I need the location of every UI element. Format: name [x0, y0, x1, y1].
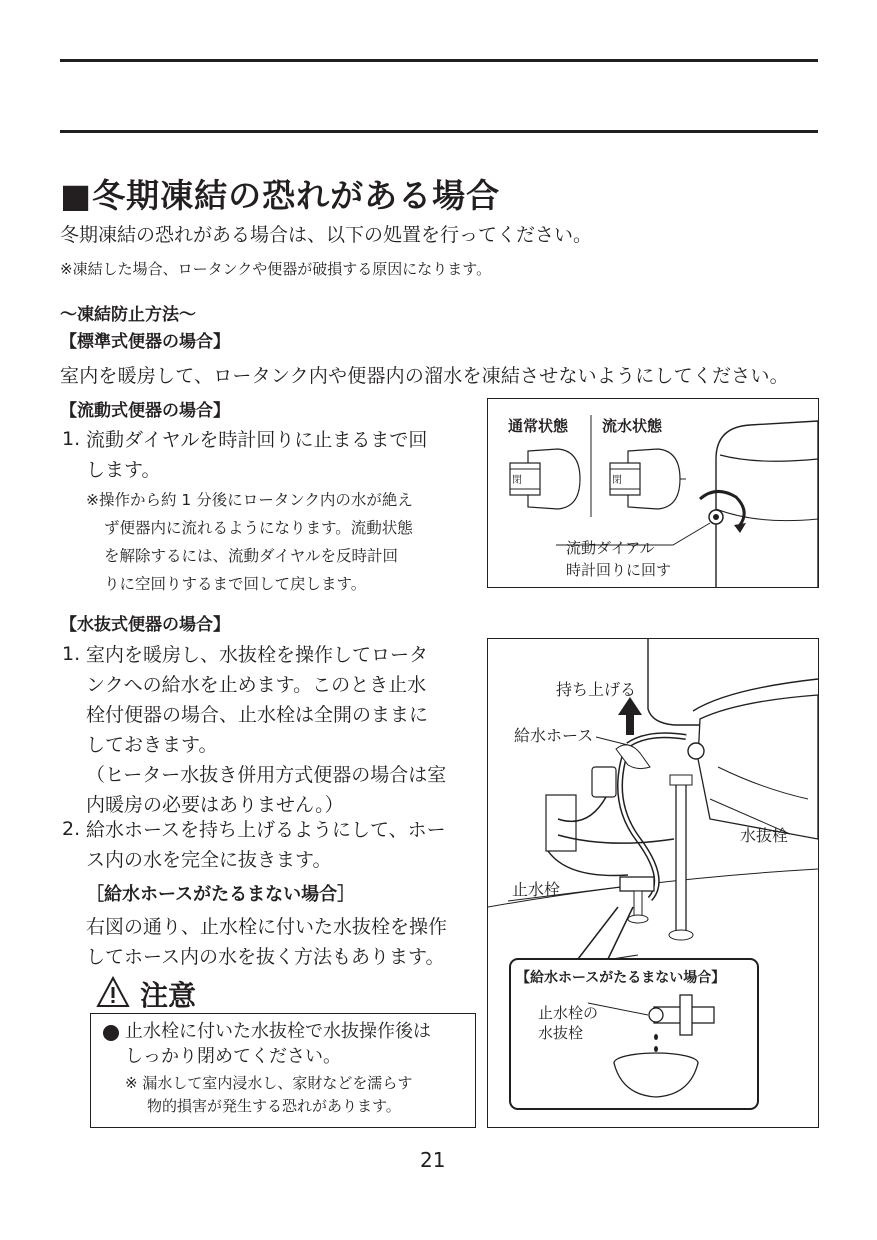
text-line: ※操作から約 1 分後にロータンク内の水が絶え	[86, 491, 413, 509]
text-line: 水抜栓	[538, 1024, 584, 1042]
text-line: 右図の通り、止水栓に付いた水抜栓を操作	[86, 916, 448, 938]
page-number: 21	[420, 1148, 446, 1172]
flow-step1-number: 1.	[62, 428, 81, 450]
method-title: ～凍結防止方法～	[60, 305, 196, 325]
drain-step2-number: 2.	[62, 818, 81, 840]
flow-step1-text	[86, 425, 481, 485]
text-line: （ヒーター水抜き併用方式便器の場合は室	[86, 764, 447, 786]
text-line: しておきます。	[86, 734, 218, 756]
warning-triangle-icon	[96, 976, 130, 1008]
hose-label: 給水ホース	[514, 726, 594, 745]
text-line: ンクへの給水を止めます。このとき止水	[86, 674, 427, 696]
drain-plug-label: 水抜栓	[740, 826, 789, 845]
drain-sub-title: ［給水ホースがたるまない場合］	[86, 884, 356, 905]
text-line: 給水ホースを持ち上げるようにして、ホー	[86, 819, 446, 841]
drain-step1-number: 1.	[62, 643, 81, 665]
drain-title: 【水抜式便器の場合】	[60, 615, 230, 635]
normal-state-label: 通常状態	[508, 417, 569, 435]
stop-valve-label: 止水栓	[512, 880, 561, 899]
inset-title: 【給水ホースがたるまない場合】	[516, 967, 725, 987]
text-line: 室内を暖房し、水抜栓を操作してロータ	[86, 644, 429, 666]
closed-mark-icon: 閉	[612, 475, 622, 486]
inset-label	[538, 1003, 598, 1043]
intro-note: ※凍結した場合、ロータンクや便器が破損する原因になります。	[60, 260, 492, 278]
closed-mark-icon: 閉	[512, 475, 522, 486]
section-rule	[60, 130, 818, 133]
text-line: ※ 漏水して室内浸水し、家財などを濡らす	[125, 1074, 413, 1092]
drain-sub-text	[86, 912, 481, 972]
caution-title: 注意	[140, 979, 197, 1012]
caution-box	[90, 1013, 476, 1128]
text-line: します。	[86, 459, 161, 481]
flow-note	[86, 486, 481, 598]
dial-callout-1: 流動ダイアル	[566, 539, 655, 557]
text-line: 止水栓の	[538, 1004, 599, 1022]
text-line: を解除するには、流動ダイヤルを反時計回	[104, 547, 399, 565]
page-title: ■冬期凍結の恐れがある場合	[60, 176, 501, 215]
drain-step1-text	[86, 640, 481, 820]
text-line: ス内の水を完全に抜きます。	[86, 849, 332, 871]
caution-item	[125, 1019, 431, 1069]
text-line: しっかり閉めてください。	[125, 1046, 341, 1067]
text-line: 物的損害が発生する恐れがあります。	[147, 1097, 401, 1115]
top-rule	[60, 59, 818, 62]
text-line: 内暖房の必要はありません。）	[86, 794, 344, 816]
flow-title: 【流動式便器の場合】	[60, 401, 230, 421]
text-line: 流動ダイヤルを時計回りに止まるまで回	[86, 429, 428, 451]
drain-step2-text	[86, 815, 481, 875]
standard-title: 【標準式便器の場合】	[60, 332, 230, 352]
text-line: りに空回りするまで回して戻します。	[104, 575, 367, 593]
bullet-icon	[103, 1025, 119, 1041]
text-line: 止水栓に付いた水抜栓で水抜操作後は	[125, 1021, 431, 1042]
dial-callout-2: 時計回りに回す	[566, 561, 672, 579]
flow-state-label: 流水状態	[602, 417, 663, 435]
drain-figure	[487, 638, 819, 1128]
caution-note	[125, 1072, 412, 1118]
text-line: ず便器内に流れるようになります。流動状態	[104, 519, 413, 537]
intro-text: 冬期凍結の恐れがある場合は、以下の処置を行ってください。	[60, 224, 593, 246]
text-line: 栓付便器の場合、止水栓は全開のままに	[86, 704, 429, 726]
lift-label: 持ち上げる	[556, 680, 637, 699]
text-line: してホース内の水を抜く方法もあります。	[86, 946, 445, 968]
flow-dial-figure	[487, 398, 819, 588]
standard-text: 室内を暖房して、ロータンク内や便器内の溜水を凍結させないようにしてください。	[60, 365, 789, 387]
